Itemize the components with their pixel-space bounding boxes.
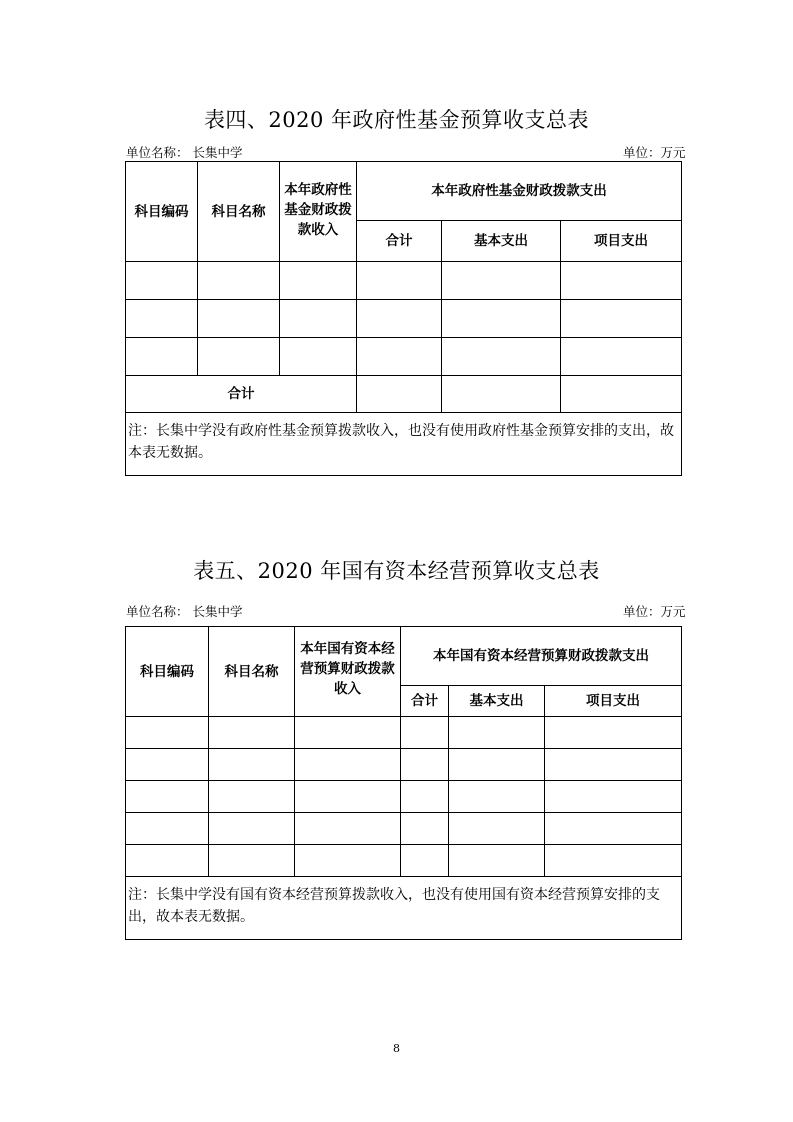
- table-cell: [545, 717, 682, 749]
- table-cell: [198, 300, 280, 338]
- table-cell: [126, 338, 198, 376]
- table-cell: [561, 300, 682, 338]
- table-row: [126, 845, 682, 877]
- table-cell: [209, 813, 295, 845]
- table-row: [126, 262, 682, 300]
- table-cell: [401, 717, 449, 749]
- table-cell: [126, 300, 198, 338]
- table5-header-name: 科目名称: [209, 627, 295, 717]
- table4-header-total: 合计: [357, 221, 442, 262]
- table5-header-basic: 基本支出: [449, 686, 545, 717]
- table-cell: [545, 845, 682, 877]
- table-cell: [442, 300, 561, 338]
- table4-total-label: 合计: [126, 376, 357, 413]
- table-cell: [209, 845, 295, 877]
- table5-unit-name: 单位名称： 长集中学: [126, 604, 243, 619]
- table-cell: [449, 717, 545, 749]
- table5-title: 表五、2020 年国有资本经营预算收支总表: [193, 559, 600, 583]
- table-cell: [295, 845, 401, 877]
- table-cell: [561, 262, 682, 300]
- table-row: [126, 717, 682, 749]
- table-cell: [280, 338, 357, 376]
- table-cell: [126, 749, 209, 781]
- table-cell: [357, 300, 442, 338]
- table-cell: [280, 300, 357, 338]
- table5-header-total: 合计: [401, 686, 449, 717]
- table-cell: [561, 376, 682, 413]
- table-cell: [357, 338, 442, 376]
- table-cell: [357, 376, 442, 413]
- table-cell: [198, 338, 280, 376]
- table-cell: [449, 813, 545, 845]
- table4-header-basic: 基本支出: [442, 221, 561, 262]
- table4: [125, 161, 682, 476]
- table-cell: [442, 376, 561, 413]
- table-cell: [401, 749, 449, 781]
- table5-note: 注：长集中学没有国有资本经营预算拨款收入，也没有使用国有资本经营预算安排的支出，故本表无数据。: [126, 877, 682, 940]
- table-row: [126, 300, 682, 338]
- table-cell: [198, 262, 280, 300]
- table-cell: [561, 338, 682, 376]
- table-cell: [545, 813, 682, 845]
- table-cell: [126, 262, 198, 300]
- table-cell: [449, 781, 545, 813]
- table-cell: [209, 717, 295, 749]
- table-cell: [209, 749, 295, 781]
- table-cell: [126, 813, 209, 845]
- table4-header-spending: 本年政府性基金财政拨款支出: [357, 162, 682, 221]
- table-cell: [295, 781, 401, 813]
- table-cell: [126, 845, 209, 877]
- table4-unit-name: 单位名称： 长集中学: [126, 145, 243, 160]
- table-cell: [209, 781, 295, 813]
- table-row: [126, 781, 682, 813]
- table4-header-income: 本年政府性基金财政拨款收入: [280, 162, 357, 262]
- table4-note: 注：长集中学没有政府性基金预算拨款收入，也没有使用政府性基金预算安排的支出，故本表无数据。: [126, 413, 682, 476]
- table-cell: [449, 845, 545, 877]
- table-cell: [295, 813, 401, 845]
- table-cell: [442, 262, 561, 300]
- table-cell: [357, 262, 442, 300]
- table-cell: [280, 262, 357, 300]
- table-cell: [295, 749, 401, 781]
- table4-unit: 单位：万元: [623, 145, 686, 160]
- table-cell: [449, 749, 545, 781]
- table5: [125, 626, 682, 940]
- table-row: [126, 749, 682, 781]
- page-number: 8: [393, 1042, 400, 1055]
- table5-unit: 单位：万元: [623, 604, 686, 619]
- table-cell: [126, 717, 209, 749]
- table4-total-row: [126, 376, 682, 413]
- table-cell: [545, 781, 682, 813]
- table5-header-spending: 本年国有资本经营预算财政拨款支出: [401, 627, 682, 686]
- table-cell: [442, 338, 561, 376]
- table-row: [126, 813, 682, 845]
- table-cell: [401, 781, 449, 813]
- table-cell: [401, 845, 449, 877]
- table5-header-income: 本年国有资本经营预算财政拨款收入: [295, 627, 401, 717]
- table-cell: [545, 749, 682, 781]
- table-cell: [401, 813, 449, 845]
- table-cell: [126, 781, 209, 813]
- table-cell: [295, 717, 401, 749]
- table4-title: 表四、2020 年政府性基金预算收支总表: [203, 108, 590, 132]
- table5-header-code: 科目编码: [126, 627, 209, 717]
- table4-header-code: 科目编码: [126, 162, 198, 262]
- table4-header-name: 科目名称: [198, 162, 280, 262]
- table-row: [126, 338, 682, 376]
- table5-header-project: 项目支出: [545, 686, 682, 717]
- table4-header-project: 项目支出: [561, 221, 682, 262]
